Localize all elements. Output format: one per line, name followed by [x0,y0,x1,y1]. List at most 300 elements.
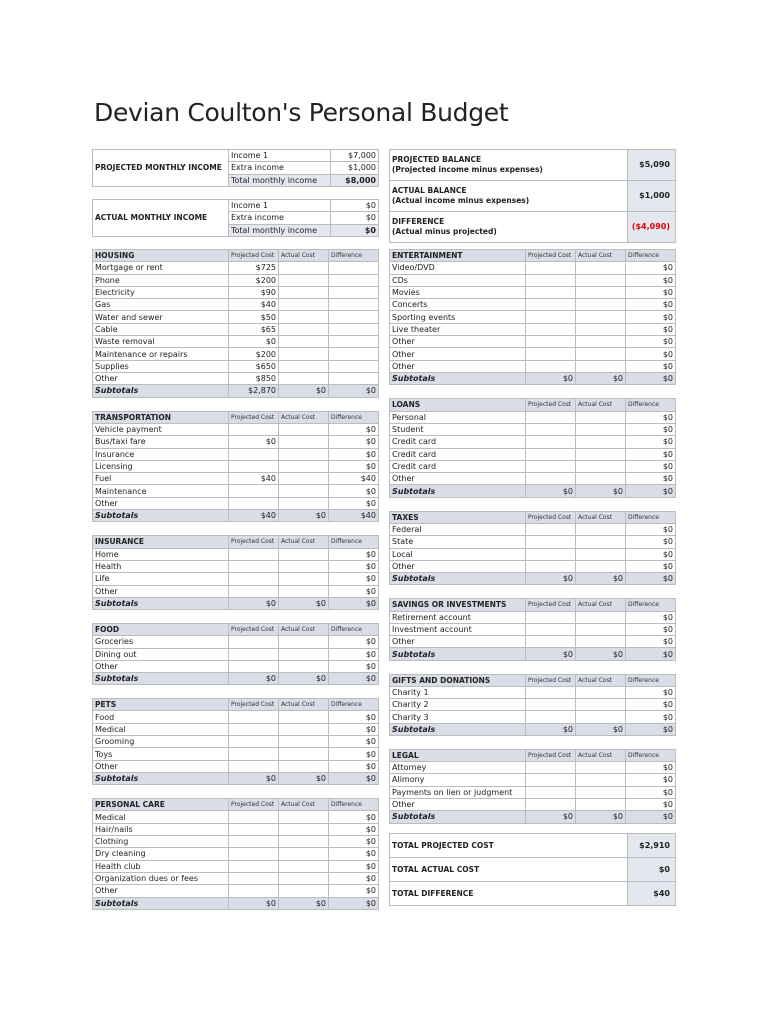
projected-cost-cell[interactable] [526,448,576,460]
row-label: Toys [93,748,229,760]
projected-cost-cell[interactable] [229,423,279,435]
actual-cost-cell[interactable] [279,573,329,585]
table-row [93,473,379,485]
actual-cost-cell[interactable] [576,360,626,372]
projected-cost-cell[interactable] [229,648,279,660]
difference-cell: $0 [329,485,379,497]
income-total-label: Total monthly income [229,174,331,186]
row-label: Organization dues or fees [93,872,229,884]
column-header-difference: Difference [626,749,676,761]
column-header-projected: Projected Cost [229,250,279,262]
subtotal-projected: $2,870 [229,385,279,397]
projected-cost-cell[interactable] [526,460,576,472]
actual-cost-cell[interactable] [279,448,329,460]
row-label: Licensing [93,460,229,472]
subtotal-difference: $0 [626,372,676,384]
actual-cost-cell[interactable] [279,262,329,274]
column-header-difference: Difference [626,511,676,523]
actual-cost-cell[interactable] [576,286,626,298]
actual-cost-cell[interactable] [279,372,329,384]
column-header-difference: Difference [626,599,676,611]
actual-cost-cell[interactable] [279,736,329,748]
projected-cost-cell[interactable]: $725 [229,262,279,274]
projected-cost-cell[interactable] [229,548,279,560]
actual-cost-cell[interactable] [576,311,626,323]
difference-cell: $0 [626,762,676,774]
table-row [390,448,676,460]
difference-cell: $0 [329,760,379,772]
difference-cell [329,323,379,335]
difference-cell: $0 [626,436,676,448]
row-label: Insurance [93,448,229,460]
projected-cost-cell[interactable]: $40 [229,473,279,485]
projected-cost-cell[interactable] [526,623,576,635]
income-total-value: $8,000 [331,174,379,186]
subtotal-actual: $0 [279,385,329,397]
actual-cost-cell[interactable] [279,348,329,360]
projected-cost-cell[interactable]: $50 [229,311,279,323]
projected-cost-cell[interactable] [526,323,576,335]
projected-cost-cell[interactable] [229,860,279,872]
row-label: Home [93,548,229,560]
actual-cost-cell[interactable] [279,748,329,760]
section-header [390,749,676,761]
projected-cost-cell[interactable] [229,460,279,472]
difference-cell: $0 [626,699,676,711]
actual-cost-cell[interactable] [576,699,626,711]
row-label: Other [390,348,526,360]
row-label: Investment account [390,623,526,635]
actual-cost-cell[interactable] [279,872,329,884]
table-row [93,323,379,335]
column-header-difference: Difference [626,674,676,686]
actual-cost-cell[interactable] [279,860,329,872]
actual-cost-cell[interactable] [576,611,626,623]
projected-cost-cell[interactable] [229,760,279,772]
column-header-projected: Projected Cost [229,699,279,711]
actual-cost-cell[interactable] [279,360,329,372]
actual-cost-cell[interactable] [279,311,329,323]
projected-cost-cell[interactable] [229,636,279,648]
actual-cost-cell[interactable] [576,336,626,348]
actual-cost-cell[interactable] [279,274,329,286]
projected-cost-cell[interactable] [229,723,279,735]
row-label: Groceries [93,636,229,648]
column-header-actual: Actual Cost [279,623,329,635]
actual-cost-cell[interactable] [576,536,626,548]
row-label: Gas [93,299,229,311]
table-row [93,436,379,448]
table-row [390,774,676,786]
difference-cell: $0 [329,860,379,872]
table-row [93,286,379,298]
difference-cell: $0 [329,548,379,560]
subtotal-label: Subtotals [93,597,229,609]
actual-cost-cell[interactable] [279,323,329,335]
actual-cost-cell[interactable] [576,274,626,286]
projected-cost-cell[interactable] [526,711,576,723]
section-table-personal-care [92,798,379,910]
table-row [93,423,379,435]
row-label: Local [390,548,526,560]
column-header-actual: Actual Cost [576,511,626,523]
row-label: Other [390,798,526,810]
row-label: Supplies [93,360,229,372]
projected-cost-cell[interactable] [229,748,279,760]
projected-cost-cell[interactable]: $90 [229,286,279,298]
projected-cost-cell[interactable] [229,485,279,497]
row-label: Other [93,497,229,509]
column-header-difference: Difference [329,250,379,262]
actual-cost-cell[interactable] [279,585,329,597]
row-label: Clothing [93,836,229,848]
actual-cost-cell[interactable] [279,286,329,298]
subtotal-difference: $0 [626,573,676,585]
actual-cost-cell[interactable] [279,760,329,772]
subtotal-difference: $0 [329,673,379,685]
total-value: $2,910 [628,834,676,858]
projected-cost-cell[interactable] [526,699,576,711]
difference-cell: $0 [329,885,379,897]
section-title: FOOD [93,623,229,635]
difference-cell: $0 [626,548,676,560]
subtotal-difference: $0 [626,648,676,660]
row-label: Student [390,423,526,435]
projected-cost-cell[interactable] [526,411,576,423]
table-row [93,736,379,748]
table-row [93,448,379,460]
actual-cost-cell[interactable] [576,323,626,335]
subtotal-difference: $0 [626,485,676,497]
projected-cost-cell[interactable] [229,885,279,897]
subtotal-actual: $0 [279,510,329,522]
subtotal-label: Subtotals [390,811,526,823]
actual-cost-cell[interactable] [279,336,329,348]
actual-cost-cell[interactable] [576,523,626,535]
difference-cell: $0 [626,323,676,335]
actual-cost-cell[interactable] [576,786,626,798]
income-value[interactable]: $7,000 [331,150,379,162]
subtotal-label: Subtotals [390,573,526,585]
actual-cost-cell[interactable] [576,411,626,423]
actual-cost-cell[interactable] [279,423,329,435]
table-row [93,860,379,872]
projected-cost-cell[interactable] [526,436,576,448]
actual-cost-cell[interactable] [576,423,626,435]
actual-cost-cell[interactable] [279,436,329,448]
actual-cost-cell[interactable] [279,811,329,823]
actual-cost-cell[interactable] [279,723,329,735]
table-row [93,274,379,286]
actual-cost-cell[interactable] [279,497,329,509]
row-label: Other [93,885,229,897]
projected-cost-cell[interactable] [526,611,576,623]
section-header [390,599,676,611]
income-value[interactable]: $0 [331,212,379,224]
projected-cost-cell[interactable]: $40 [229,299,279,311]
row-label: Other [390,636,526,648]
row-label: Waste removal [93,336,229,348]
income-value[interactable]: $1,000 [331,162,379,174]
column-header-actual: Actual Cost [279,250,329,262]
actual-cost-cell[interactable] [576,711,626,723]
actual-cost-cell[interactable] [279,836,329,848]
projected-cost-cell[interactable] [526,286,576,298]
actual-cost-cell[interactable] [576,448,626,460]
column-header-actual: Actual Cost [279,799,329,811]
difference-cell: $0 [626,460,676,472]
row-label: Medical [93,723,229,735]
projected-cost-cell[interactable] [526,798,576,810]
projected-cost-cell[interactable] [526,360,576,372]
subtotal-actual: $0 [576,372,626,384]
table-row [390,536,676,548]
table-row [93,723,379,735]
projected-cost-cell[interactable] [229,736,279,748]
page-title: Devian Coulton's Personal Budget [94,98,509,127]
actual-cost-cell[interactable] [576,623,626,635]
actual-cost-cell[interactable] [279,460,329,472]
projected-cost-cell[interactable] [229,660,279,672]
projected-cost-cell[interactable] [526,560,576,572]
actual-cost-cell[interactable] [576,460,626,472]
projected-cost-cell[interactable]: $0 [229,336,279,348]
actual-cost-cell[interactable] [279,848,329,860]
column-header-difference: Difference [329,799,379,811]
projected-cost-cell[interactable] [526,348,576,360]
table-row [390,360,676,372]
projected-cost-cell[interactable] [229,573,279,585]
income-value[interactable]: $0 [331,200,379,212]
section-header [93,699,379,711]
actual-cost-cell[interactable] [576,686,626,698]
difference-cell: $0 [329,460,379,472]
subtotal-projected: $0 [526,485,576,497]
projected-cost-cell[interactable] [526,548,576,560]
subtotal-actual: $0 [279,673,329,685]
difference-cell: $0 [626,348,676,360]
projected-cost-cell[interactable]: $200 [229,274,279,286]
actual-income-table [92,199,379,237]
table-row [93,348,379,360]
difference-cell: $0 [626,411,676,423]
projected-cost-cell[interactable]: $0 [229,436,279,448]
subtotal-actual: $0 [279,772,329,784]
subtotal-actual: $0 [279,897,329,909]
section-table-gifts-and-donations [389,674,676,736]
projected-cost-cell[interactable]: $650 [229,360,279,372]
balance-title: ACTUAL BALANCE [392,186,467,195]
difference-cell: $0 [626,798,676,810]
table-row [390,348,676,360]
subtotal-actual: $0 [279,597,329,609]
difference-cell: $0 [329,736,379,748]
difference-cell [329,336,379,348]
projected-cost-cell[interactable]: $850 [229,372,279,384]
section-table-savings-or-investments [389,598,676,660]
balance-title: PROJECTED BALANCE [392,155,482,164]
projected-cost-cell[interactable] [229,560,279,572]
projected-cost-cell[interactable] [526,336,576,348]
actual-cost-cell[interactable] [279,660,329,672]
actual-cost-cell[interactable] [279,560,329,572]
table-row [390,636,676,648]
difference-cell: $0 [626,360,676,372]
row-label: Dining out [93,648,229,660]
column-header-projected: Projected Cost [526,599,576,611]
projected-cost-cell[interactable] [229,811,279,823]
subtotal-row [390,485,676,497]
section-title: GIFTS AND DONATIONS [390,674,526,686]
projected-cost-cell[interactable] [526,786,576,798]
balance-value: ($4,090) [628,212,676,243]
table-row [93,636,379,648]
row-label: Fuel [93,473,229,485]
actual-cost-cell[interactable] [279,823,329,835]
difference-cell: $0 [626,623,676,635]
actual-cost-cell[interactable] [279,548,329,560]
balance-row [390,212,676,243]
difference-cell: $0 [329,573,379,585]
projected-cost-cell[interactable] [526,299,576,311]
projected-cost-cell[interactable] [526,311,576,323]
projected-cost-cell[interactable] [229,585,279,597]
actual-cost-cell[interactable] [576,798,626,810]
row-label: Electricity [93,286,229,298]
actual-cost-cell[interactable] [576,636,626,648]
difference-cell: $0 [626,336,676,348]
actual-cost-cell[interactable] [279,473,329,485]
row-label: Credit card [390,448,526,460]
row-label: Other [390,336,526,348]
actual-cost-cell[interactable] [279,299,329,311]
section-table-transportation [92,411,379,523]
projected-cost-cell[interactable] [526,774,576,786]
projected-cost-cell[interactable] [526,636,576,648]
balance-row [390,150,676,181]
projected-cost-cell[interactable] [229,872,279,884]
subtotal-label: Subtotals [390,648,526,660]
actual-cost-cell[interactable] [576,473,626,485]
projected-cost-cell[interactable] [229,836,279,848]
row-label: Federal [390,523,526,535]
actual-cost-cell[interactable] [279,648,329,660]
projected-cost-cell[interactable]: $200 [229,348,279,360]
table-row [93,460,379,472]
row-label: Other [390,360,526,372]
actual-cost-cell[interactable] [279,485,329,497]
table-row [93,548,379,560]
balance-value: $1,000 [628,181,676,212]
row-label: Charity 2 [390,699,526,711]
table-row [390,786,676,798]
row-label: Bus/taxi fare [93,436,229,448]
income-label: Income 1 [229,200,331,212]
difference-cell: $0 [626,636,676,648]
row-label: Concerts [390,299,526,311]
actual-cost-cell[interactable] [576,436,626,448]
income-total-label: Total monthly income [229,224,331,236]
difference-cell: $0 [626,686,676,698]
actual-cost-cell[interactable] [576,560,626,572]
section-header [93,411,379,423]
table-row [93,372,379,384]
difference-cell [329,274,379,286]
projected-cost-cell[interactable] [526,274,576,286]
row-label: Medical [93,811,229,823]
actual-cost-cell[interactable] [576,262,626,274]
total-label: TOTAL PROJECTED COST [390,834,628,858]
table-row [93,585,379,597]
projected-cost-cell[interactable] [526,536,576,548]
difference-cell: $0 [626,523,676,535]
projected-cost-cell[interactable] [526,686,576,698]
difference-cell: $0 [329,711,379,723]
difference-cell [329,311,379,323]
projected-cost-cell[interactable] [526,762,576,774]
actual-cost-cell[interactable] [576,548,626,560]
row-label: Live theater [390,323,526,335]
column-header-projected: Projected Cost [229,799,279,811]
projected-cost-cell[interactable]: $65 [229,323,279,335]
projected-cost-cell[interactable] [526,473,576,485]
actual-cost-cell[interactable] [279,885,329,897]
difference-cell: $0 [329,872,379,884]
subtotal-row [93,385,379,397]
table-row [93,823,379,835]
subtotal-row [93,772,379,784]
projected-cost-cell[interactable] [229,823,279,835]
column-header-actual: Actual Cost [576,250,626,262]
projected-cost-cell[interactable] [526,523,576,535]
table-row [390,274,676,286]
subtotal-projected: $0 [526,372,576,384]
difference-cell: $0 [626,473,676,485]
difference-cell: $0 [329,448,379,460]
section-title: LOANS [390,399,526,411]
difference-cell: $0 [329,560,379,572]
table-row [93,885,379,897]
projected-cost-cell[interactable] [229,711,279,723]
difference-cell: $0 [329,723,379,735]
actual-cost-cell[interactable] [576,762,626,774]
actual-cost-cell[interactable] [279,711,329,723]
difference-cell: $40 [329,473,379,485]
table-row [93,336,379,348]
difference-cell [329,299,379,311]
row-label: Charity 3 [390,711,526,723]
projected-cost-cell[interactable] [526,423,576,435]
row-label: Health club [93,860,229,872]
subtotal-label: Subtotals [93,510,229,522]
actual-cost-cell[interactable] [279,636,329,648]
projected-cost-cell[interactable] [229,848,279,860]
projected-cost-cell[interactable] [229,497,279,509]
section-table-food [92,623,379,685]
projected-cost-cell[interactable] [229,448,279,460]
actual-cost-cell[interactable] [576,299,626,311]
income-total-value: $0 [331,224,379,236]
row-label: Cable [93,323,229,335]
subtotal-projected: $0 [229,597,279,609]
section-table-legal [389,749,676,824]
projected-cost-cell[interactable] [526,262,576,274]
difference-cell: $0 [329,848,379,860]
difference-cell: $0 [626,274,676,286]
actual-cost-cell[interactable] [576,774,626,786]
actual-cost-cell[interactable] [576,348,626,360]
section-title: TAXES [390,511,526,523]
